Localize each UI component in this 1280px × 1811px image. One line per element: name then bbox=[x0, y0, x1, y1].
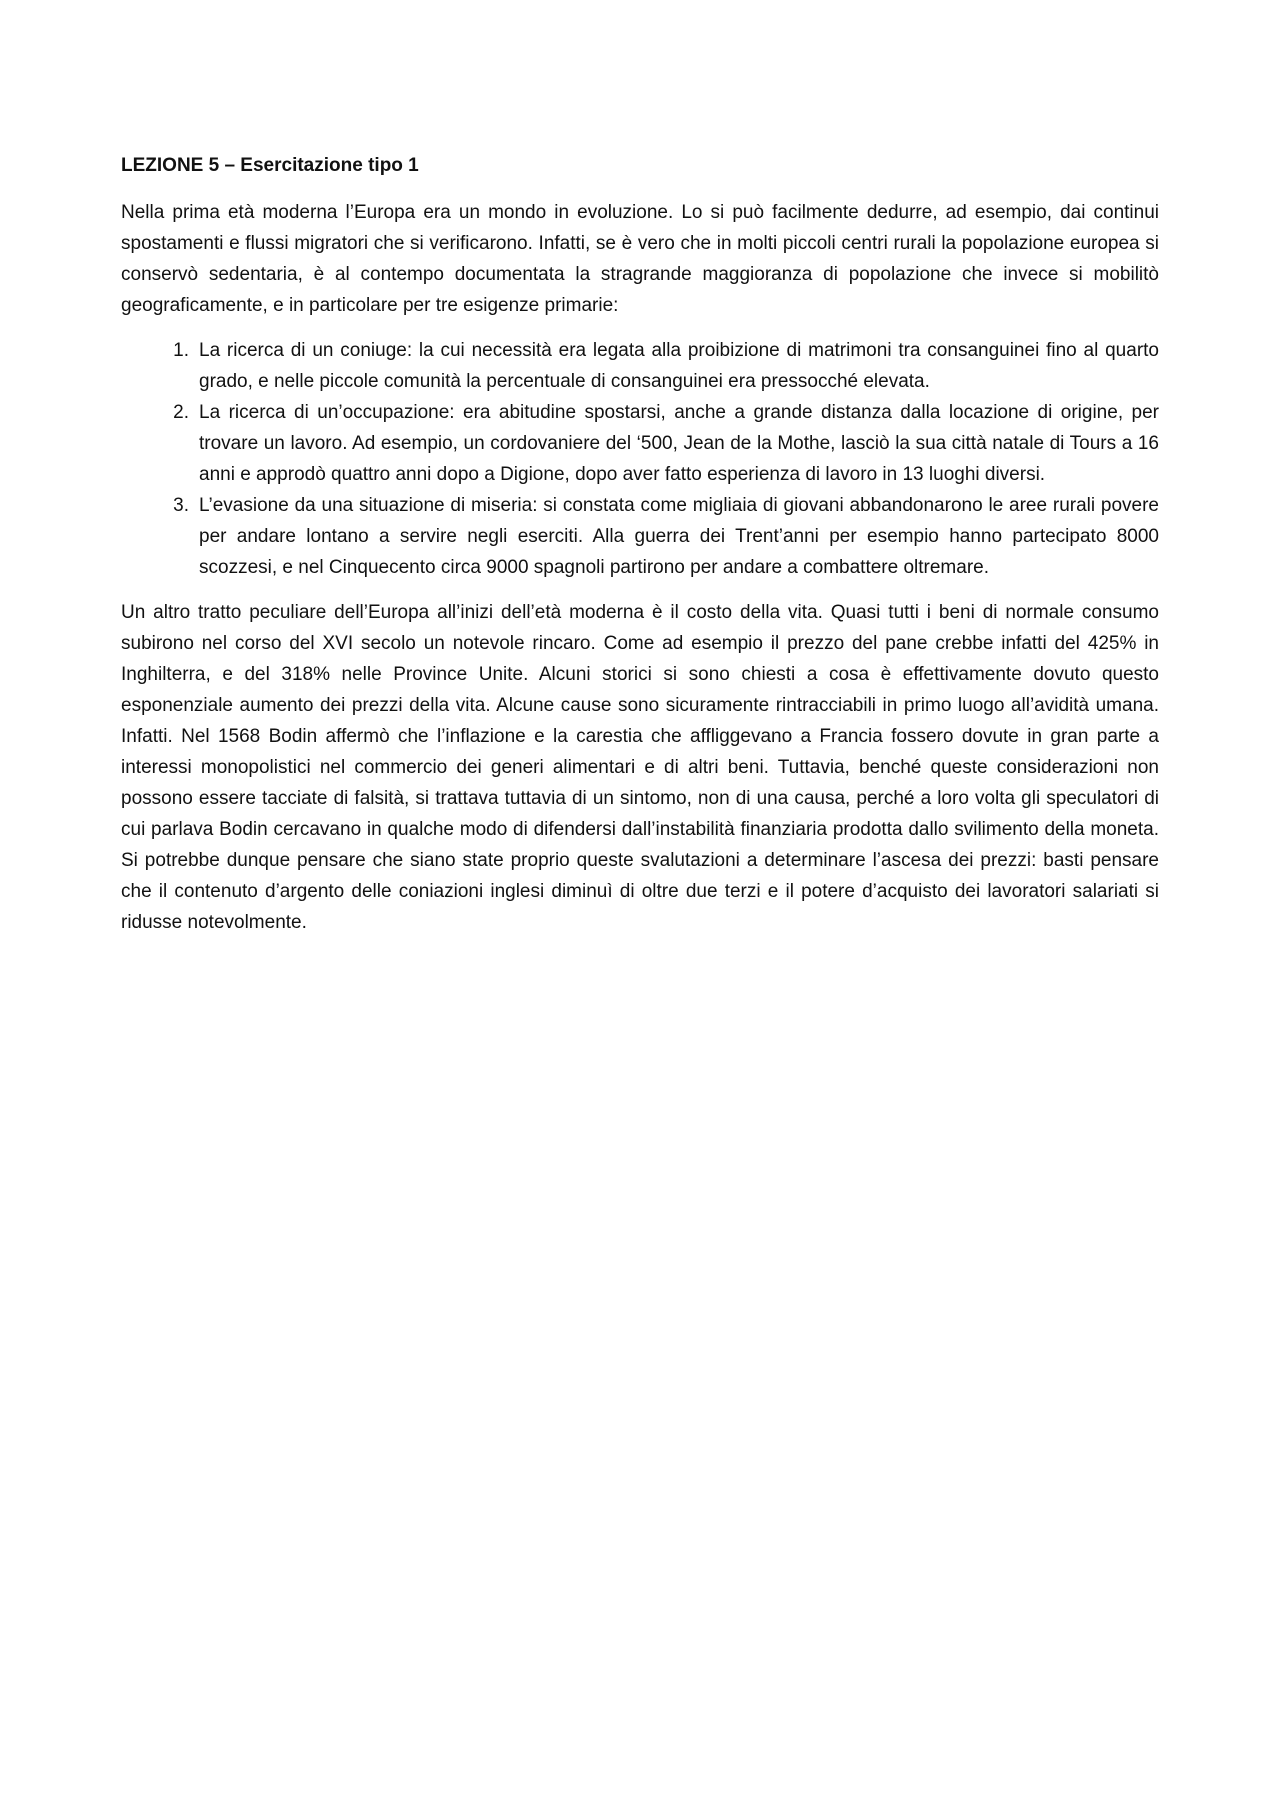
list-item-number: 2. bbox=[173, 402, 189, 423]
document-page bbox=[121, 150, 1159, 952]
list-item bbox=[121, 490, 1159, 583]
list-item bbox=[121, 335, 1159, 397]
list-item-text: La ricerca di un coniuge: la cui necessità era legata alla proibizione di matrimoni tra consanguinei fino al quarto grado, e nelle piccole comunità la percentuale di consanguinei era pressocché elevata. bbox=[199, 340, 1159, 392]
list-item-number: 3. bbox=[173, 495, 189, 516]
list-item bbox=[121, 397, 1159, 490]
list-item-number: 1. bbox=[173, 340, 189, 361]
lesson-title: LEZIONE 5 – Esercitazione tipo 1 bbox=[121, 155, 419, 176]
body-paragraph: Un altro tratto peculiare dell’Europa all’inizi dell’età moderna è il costo della vita. Quasi tutti i beni di normale consumo subirono nel corso del XVI secolo un notevole rincaro. Come ad esempio il prezzo del pane crebbe infatti del 425% in Inghilterra, e del 318% nelle Province Unite. Alcuni storici si sono chiesti a cosa è effettivamente dovuto questo esponenziale aumento dei prezzi della vita. Alcune cause sono sicuramente rintracciabili in primo luogo all’avidità umana. Infatti. Nel 1568 Bodin affermò che l’inflazione e la carestia che affliggevano a Francia fossero dovute in gran parte a interessi monopolistici nel commercio dei generi alimentari e di altri beni. Tuttavia, benché queste considerazioni non possono essere tacciate di falsità, si trattava tuttavia di un sintomo, non di una causa, perché a loro volta gli speculatori di cui parlava Bodin cercavano in qualche modo di difendersi dall’instabilità finanziaria prodotta dallo svilimento della moneta. Si potrebbe dunque pensare che siano state proprio queste svalutazioni a determinare l’ascesa dei prezzi: basti pensare che il contenuto d’argento delle coniazioni inglesi diminuì di oltre due terzi e il potere d’acquisto dei lavoratori salariati si ridusse notevolmente. bbox=[121, 602, 1159, 933]
intro-paragraph: Nella prima età moderna l’Europa era un mondo in evoluzione. Lo si può facilmente dedurre, ad esempio, dai continui spostamenti e flussi migratori che si verificarono. Infatti, se è vero che in molti piccoli centri rurali la popolazione europea si conservò sedentaria, è al contempo documentata la stragrande maggioranza di popolazione che invece si mobilitò geograficamente, e in particolare per tre esigenze primarie: bbox=[121, 202, 1159, 316]
reasons-list bbox=[121, 335, 1159, 583]
list-item-text: La ricerca di un’occupazione: era abitudine spostarsi, anche a grande distanza dalla locazione di origine, per trovare un lavoro. Ad esempio, un cordovaniere del ‘500, Jean de la Mothe, lasciò la sua città natale di Tours a 16 anni e approdò quattro anni dopo a Digione, dopo aver fatto esperienza di lavoro in 13 luoghi diversi. bbox=[199, 402, 1159, 485]
list-item-text: L’evasione da una situazione di miseria: si constata come migliaia di giovani abbandonarono le aree rurali povere per andare lontano a servire negli eserciti. Alla guerra dei Trent’anni per esempio hanno partecipato 8000 scozzesi, e nel Cinquecento circa 9000 spagnoli partirono per andare a combattere oltremare. bbox=[199, 495, 1159, 578]
